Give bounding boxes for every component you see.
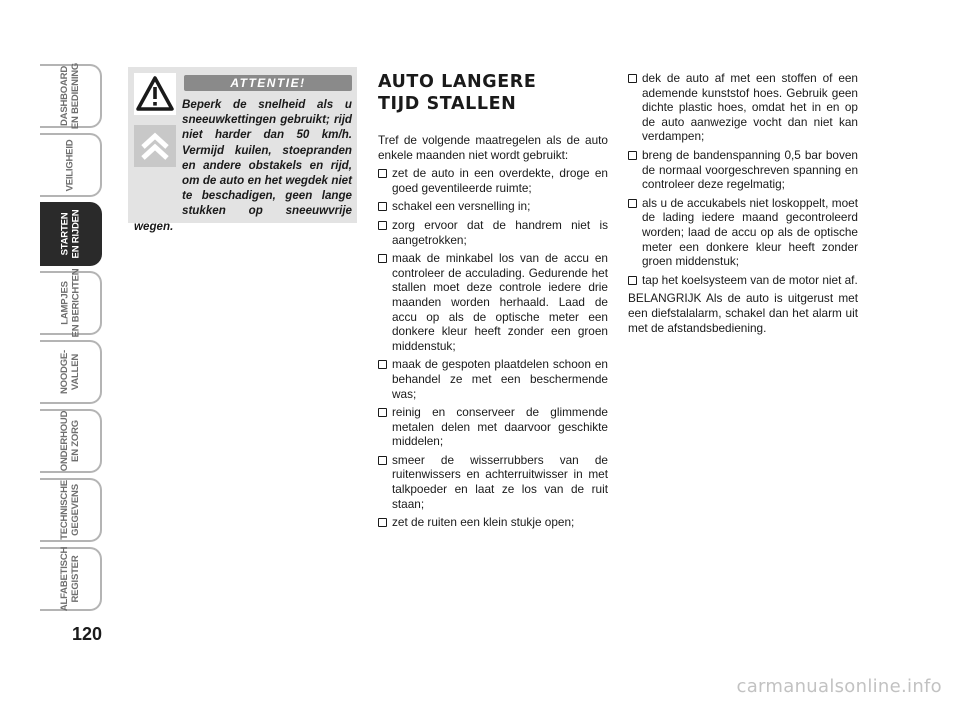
main-column-2: [628, 71, 858, 335]
section-title-line-2: TIJD STALLEN: [378, 94, 517, 114]
tab-label: STARTEN EN RIJDEN: [58, 209, 81, 259]
section-title-line-1: AUTO LANGERE: [378, 72, 537, 92]
list-item: [378, 251, 608, 353]
warning-body: Beperk de snelheid als u sneeuwkettingen gebruikt; rijd niet harder dan 50 km/h. Vermijd kuilen, stoepranden en andere obstakels en rijd, om de auto en het wegdek niet te beschadigen, geen lange stukken op sneeuwvrije wegen.: [134, 98, 352, 233]
tab-starten-en-rijden[interactable]: [40, 202, 102, 266]
warning-text: [134, 97, 352, 234]
checkbox-icon: [378, 202, 387, 211]
watermark: carmanualsonline.info: [736, 676, 942, 697]
tab-label: TECHNISCHE GEGEVENS: [58, 480, 81, 540]
tab-label: DASHBOARD EN BEDIENING: [59, 62, 82, 130]
list-item: [378, 357, 608, 401]
tab-label: ONDERHOUD EN ZORG: [59, 410, 82, 472]
list-item-text: tap het koelsysteem van de motor niet af.: [642, 272, 858, 287]
checkbox-icon: [628, 276, 637, 285]
checklist-col1: [378, 166, 608, 530]
tab-onderhoud[interactable]: [40, 409, 102, 473]
list-item-text: schakel een versnelling in;: [392, 199, 531, 214]
main-column-1: [378, 71, 608, 534]
checkbox-icon: [628, 151, 637, 160]
warning-header: ATTENTIE!: [184, 75, 352, 91]
checkbox-icon: [378, 456, 387, 465]
list-item: [378, 453, 608, 511]
checklist-col2: [628, 71, 858, 287]
tab-technische-gegevens[interactable]: [40, 478, 102, 542]
section-title: [378, 71, 608, 115]
checkbox-icon: [378, 408, 387, 417]
page-number: 120: [72, 624, 103, 644]
warning-box: [128, 67, 357, 233]
list-item-text: dek de auto af met een stoffen of een ademende kunststof hoes. Gebruik geen dichte plastic hoes, omdat het in en op de auto aanwezige vocht dan niet kan verdampen;: [642, 71, 858, 144]
tab-dashboard[interactable]: [40, 64, 102, 128]
list-item: [628, 273, 858, 288]
list-item-text: zorg ervoor dat de handrem niet is aangetrokken;: [392, 217, 608, 247]
tab-noodgevallen[interactable]: [40, 340, 102, 404]
list-item: [378, 166, 608, 195]
list-item-text: breng de bandenspanning 0,5 bar boven de normaal voorgeschreven spanning en controleer deze regelmatig;: [642, 147, 858, 192]
list-item-text: als u de accukabels niet loskoppelt, moet de lading iedere maand gecontroleerd worden; laad de accu op als de optische meter een donkere kleur heeft zonder groen middenstuk;: [642, 195, 858, 269]
tab-label: LAMPJES EN BERICHTEN: [59, 268, 82, 338]
tab-lampjes[interactable]: [40, 268, 102, 338]
list-item: [378, 199, 608, 214]
list-item: [628, 148, 858, 192]
list-item-text: maak de gespoten plaatdelen schoon en behandel ze met een beschermende was;: [392, 357, 608, 401]
tab-label: ALFABETISCH REGISTER: [59, 546, 81, 612]
intro-text: Tref de volgende maatregelen als de auto enkele maanden niet wordt gebruikt:: [378, 133, 608, 162]
list-item-text: reinig en conserveer de glimmende metalen delen met daarvoor geschikte middelen;: [392, 405, 608, 449]
tab-veiligheid[interactable]: [40, 133, 102, 197]
list-item-text: smeer de wisserrubbers van de ruitenwissers en achterruitwisser in met talkpoeder en laat ze los van de ruit staan;: [392, 452, 608, 511]
list-item-text: zet de ruiten een klein stukje open;: [392, 515, 575, 530]
list-item-text: maak de minkabel los van de accu en controleer de acculading. Gedurende het stallen moet deze controle iedere drie maanden worden herhaald. Laad de accu op als de optische meter een donkere kleur heeft zonder een groen middenstuk;: [392, 251, 608, 353]
list-item: [378, 218, 608, 247]
checkbox-icon: [378, 221, 387, 230]
list-item: [378, 515, 608, 530]
list-item-text: zet de auto in een overdekte, droge en goed geventileerde ruimte;: [392, 166, 608, 195]
important-note: BELANGRIJK Als de auto is uitgerust met een diefstalalarm, schakel dan het alarm uit met de afstandsbediening.: [628, 291, 858, 335]
tab-alfabetisch-register[interactable]: [40, 547, 102, 611]
list-item: [628, 196, 858, 269]
checkbox-icon: [378, 518, 387, 527]
checkbox-icon: [378, 254, 387, 263]
tab-label: NOODGE- VALLEN: [59, 350, 81, 394]
checkbox-icon: [628, 74, 637, 83]
tab-label: VEILIGHEID: [64, 139, 76, 191]
list-item: [628, 71, 858, 144]
checkbox-icon: [378, 360, 387, 369]
checkbox-icon: [628, 199, 637, 208]
checkbox-icon: [378, 169, 387, 178]
list-item: [378, 405, 608, 449]
